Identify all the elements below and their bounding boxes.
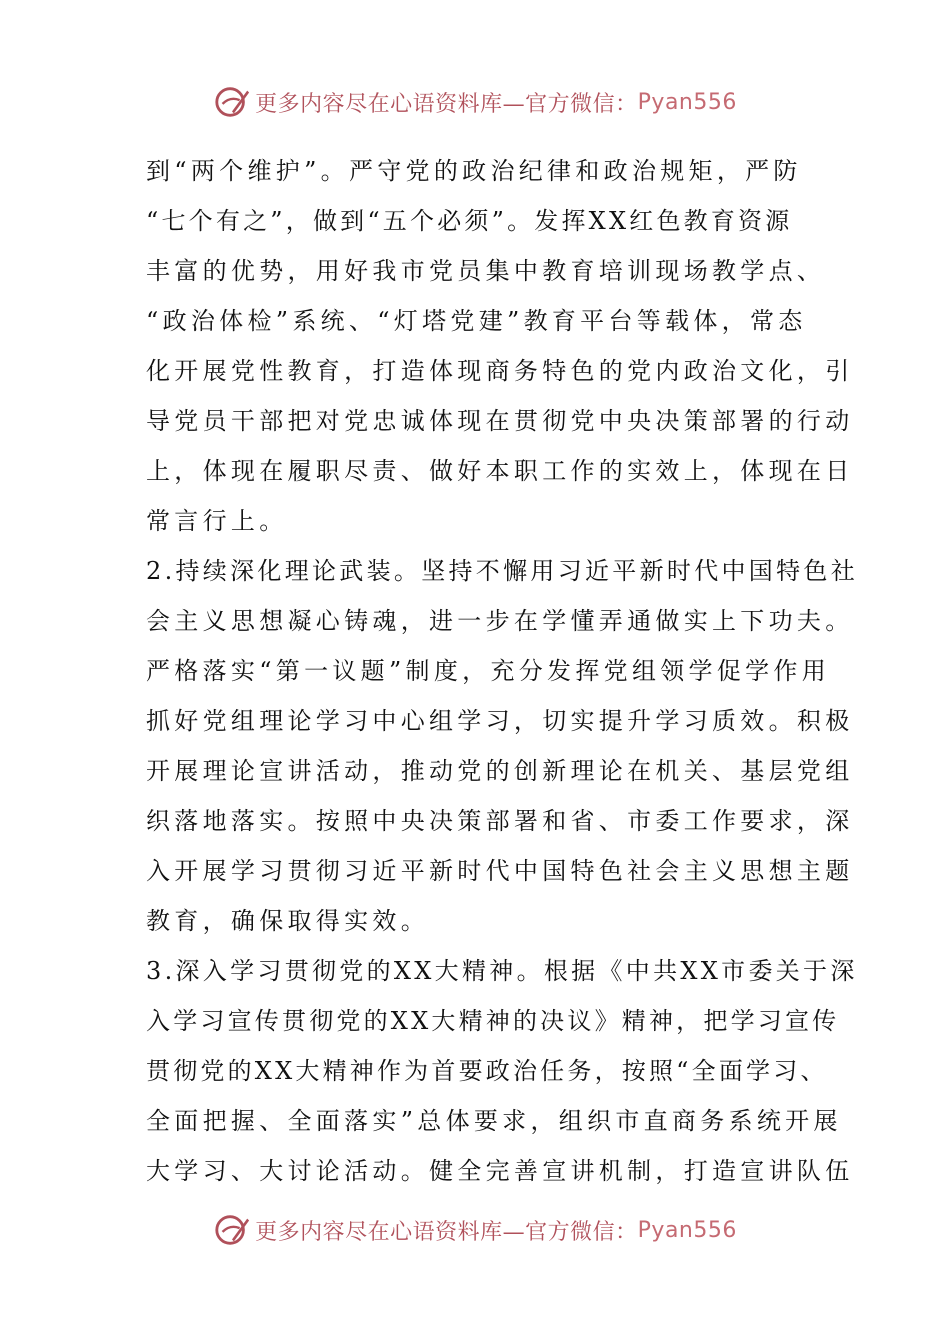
- text-line: 到“两个维护”。严守党的政治纪律和政治规矩，严防: [146, 157, 802, 185]
- pen-logo-icon: [213, 83, 251, 121]
- text-line: 会主义思想凝心铸魂，进一步在学懂弄通做实上下功夫。: [146, 607, 854, 635]
- banner-contact: Pyan556: [637, 1217, 737, 1243]
- banner-text: 更多内容尽在心语资料库—官方微信：: [255, 91, 638, 117]
- text-line: 织落地落实。按照中央决策部署和省、市委工作要求，深: [146, 807, 854, 835]
- text-line: 贯彻党的XX大精神作为首要政治任务，按照“全面学习、: [146, 1057, 828, 1085]
- text-line: 上，体现在履职尽责、做好本职工作的实效上，体现在日: [146, 457, 854, 485]
- section-heading-line: 2.持续深化理论武装。坚持不懈用习近平新时代中国特色社: [146, 557, 858, 585]
- pen-logo-icon: [213, 1211, 251, 1249]
- text-line: 教育，确保取得实效。: [146, 907, 429, 935]
- text-line: 化开展党性教育，打造体现商务特色的党内政治文化，引: [146, 357, 854, 385]
- text-line: 全面把握、全面落实”总体要求，组织市直商务系统开展: [146, 1107, 842, 1135]
- text-line: 导党员干部把对党忠诚体现在贯彻党中央决策部署的行动: [146, 407, 854, 435]
- text-line: 大学习、大讨论活动。健全完善宣讲机制，打造宣讲队伍: [146, 1157, 854, 1185]
- text-line: 抓好党组理论学习中心组学习，切实提升学习质效。积极: [146, 707, 854, 735]
- banner-text: 更多内容尽在心语资料库—官方微信：: [255, 1219, 638, 1245]
- text-line: “政治体检”系统、“灯塔党建”教育平台等载体，常态: [146, 307, 807, 335]
- text-line: 入开展学习贯彻习近平新时代中国特色社会主义思想主题: [146, 857, 854, 885]
- text-line: 丰富的优势，用好我市党员集中教育培训现场教学点、: [146, 257, 826, 285]
- text-line: 入学习宣传贯彻党的XX大精神的决议》精神，把学习宣传: [146, 1007, 840, 1035]
- section-heading-line: 3.深入学习贯彻党的XX大精神。根据《中共XX市委关于深: [146, 957, 858, 985]
- text-line: 开展理论宣讲活动，推动党的创新理论在机关、基层党组: [146, 757, 854, 785]
- document-body: [146, 146, 858, 1196]
- header-banner: [0, 82, 950, 122]
- footer-banner: [0, 1210, 950, 1250]
- text-line: 常言行上。: [146, 507, 288, 535]
- banner-contact: Pyan556: [637, 89, 737, 115]
- text-line: 严格落实“第一议题”制度，充分发挥党组领学促学作用: [146, 657, 831, 685]
- text-line: “七个有之”，做到“五个必须”。发挥XX红色教育资源: [146, 207, 793, 235]
